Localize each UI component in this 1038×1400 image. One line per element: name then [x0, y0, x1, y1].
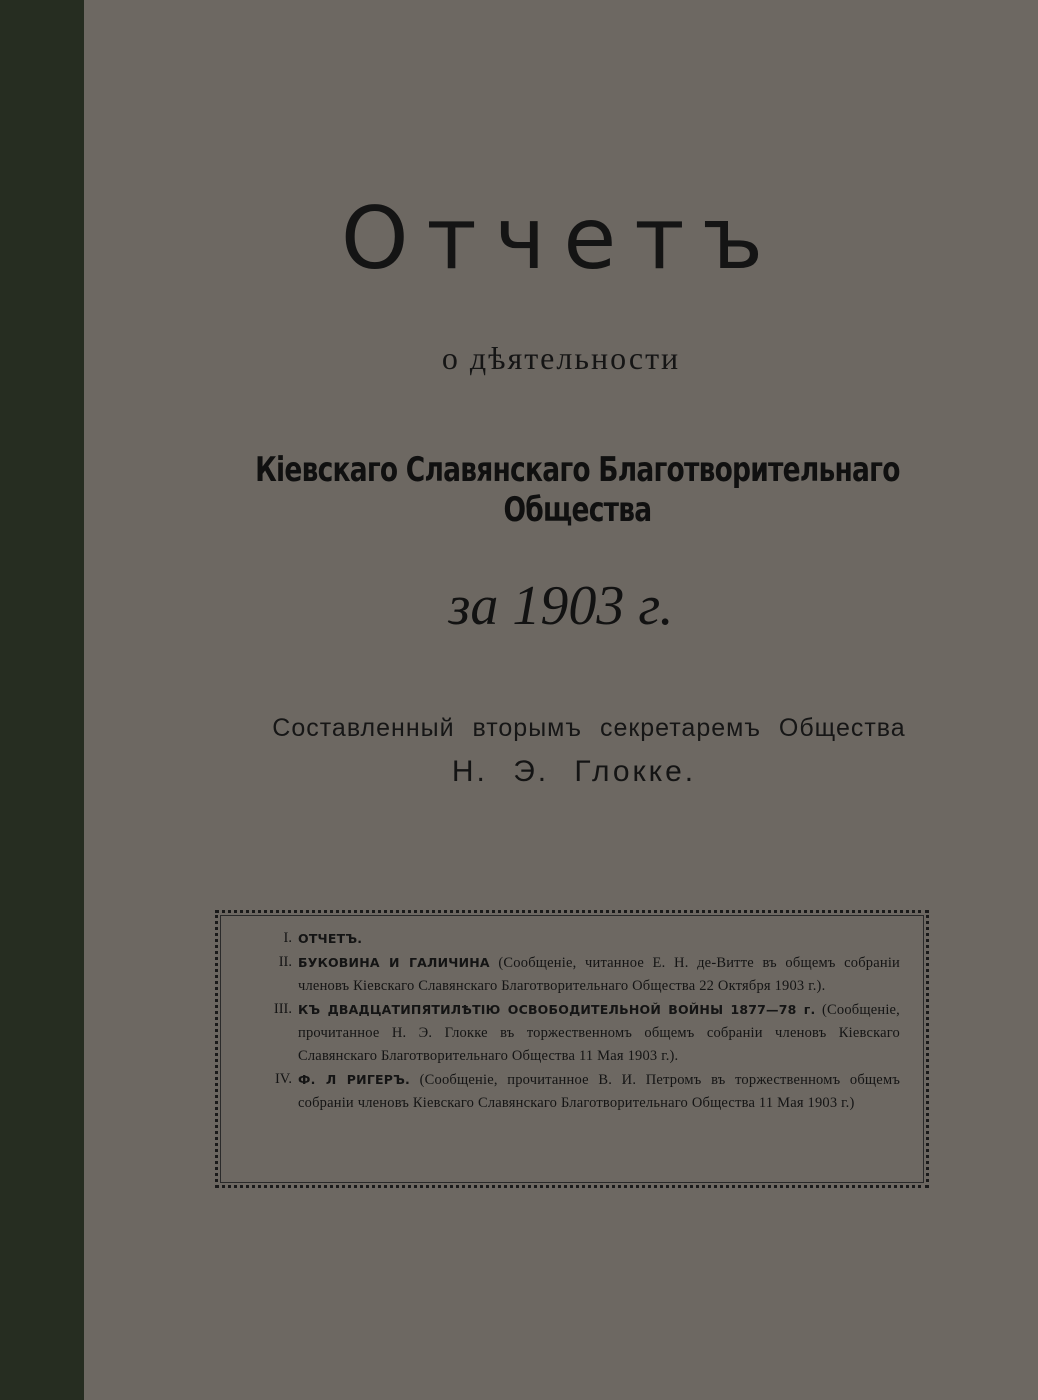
contents-box — [215, 910, 929, 1188]
contents-item — [248, 998, 900, 1068]
contents-description: (Сообщеніе, прочитанное В. И. Петромъ въ торжественномъ общемъ собраніи членовъ Кіевскаго Славянскаго Благотворительнаго Общества 11 Мая 1903 г.) — [298, 1072, 901, 1111]
contents-entry — [298, 998, 900, 1068]
contents-item — [248, 927, 900, 951]
contents-list — [248, 927, 900, 1115]
contents-item — [248, 951, 900, 998]
contents-item — [248, 1068, 900, 1115]
contents-heading: ОТЧЕТЪ. — [298, 931, 363, 946]
contents-heading: Ф. Л РИГЕРЪ. — [298, 1072, 410, 1087]
contents-description: (Сообщеніе, прочитанное Н. Э. Глокке въ торжественномъ общемъ собраніи членовъ Кіевскаго Славянскаго Благотворительнаго Общества 11 Мая 1903 г.). — [298, 1002, 901, 1064]
contents-heading: КЪ ДВАДЦАТИПЯТИЛѢТІЮ ОСВОБОДИТЕЛЬНОЙ ВОЙНЫ 1877—78 г. — [298, 1002, 816, 1017]
book-cover — [84, 0, 1038, 1400]
contents-entry — [298, 1068, 900, 1115]
society-name: Кіевскаго Славянскаго Благотворительнаго Общества — [255, 450, 900, 530]
book-spine — [0, 0, 84, 1400]
contents-description: (Сообщеніе, читанное Е. Н. де-Витте въ общемъ собраніи членовъ Кіевскаго Славянскаго Благотворительнаго Общества 22 Октября 1903 г.). — [298, 955, 901, 994]
cover-subtitle: о дѣятельности — [441, 340, 681, 376]
contents-heading: БУКОВИНА И ГАЛИЧИНА — [298, 955, 490, 970]
report-year: за 1903 г. — [448, 575, 674, 637]
contents-number: II. — [278, 954, 292, 970]
author-name: Н. Э. Глокке. — [451, 755, 697, 788]
contents-entry — [298, 927, 900, 951]
cover-title: Отчетъ — [340, 189, 782, 289]
contents-number: IV. — [274, 1071, 292, 1087]
contents-number: III. — [273, 1001, 292, 1017]
compiled-by: Составленный вторымъ секретаремъ Общества — [272, 714, 906, 742]
contents-number: I. — [283, 930, 292, 946]
contents-entry — [298, 951, 900, 998]
